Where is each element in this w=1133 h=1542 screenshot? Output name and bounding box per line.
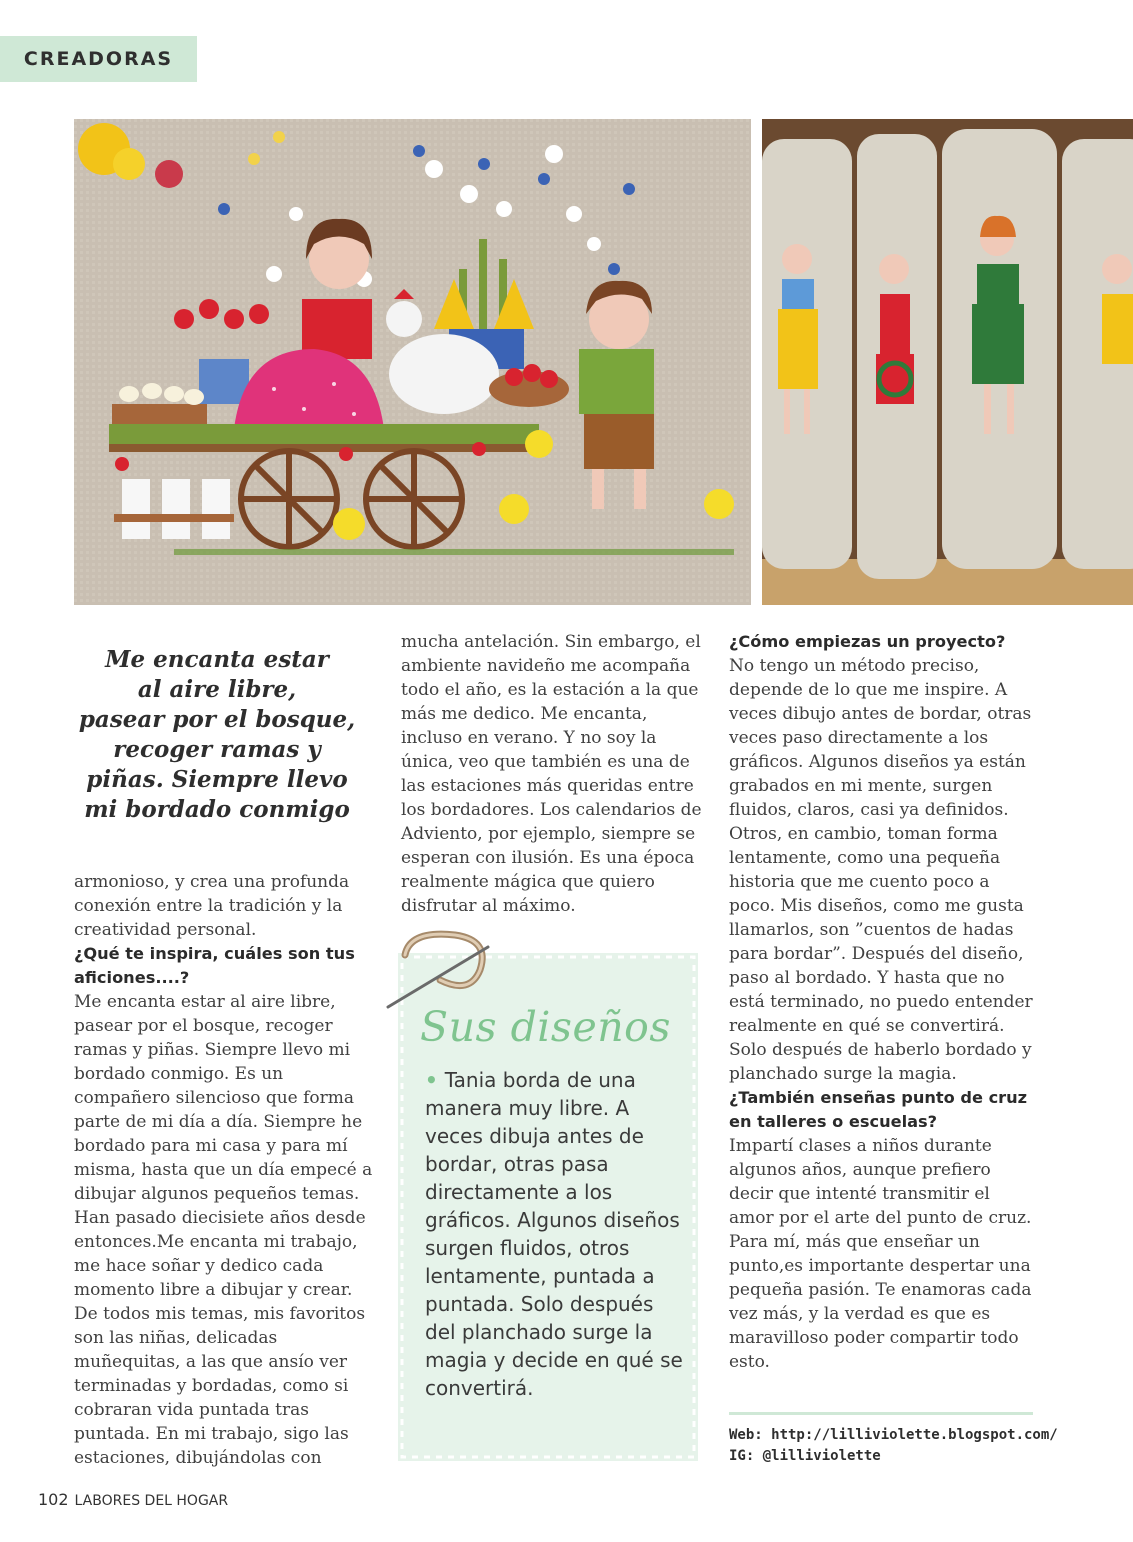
paragraph: mucha antelación. Sin embargo, el ambiente navideño me acompaña todo el año, es la estación a la que más me dedico. Me encanta, incluso en verano. Y no soy la única, veo que también es una de las estaciones más queridas entre los bordadores. Los calendarios de Adviento, por ejemplo, siempre se esperan con ilusión. Es una época realmente mágica que quiero disfrutar al máximo. xyxy=(401,632,702,916)
cross-stitch-cart-illustration xyxy=(74,119,751,605)
article-column-3 xyxy=(729,630,1034,1374)
page-number: 102 xyxy=(38,1490,69,1509)
interview-question: ¿Qué te inspira, cuáles son tus aficiones....? xyxy=(74,944,355,987)
magazine-name: LABORES DEL HOGAR xyxy=(74,1493,229,1509)
main-photo xyxy=(74,119,751,605)
paragraph: No tengo un método preciso, depende de lo que me inspire. A veces dibujo antes de bordar, otras veces paso directamente a los gráficos. Algunos diseños ya están grabados en mi mente, surgen fluidos, claros, casi ya definidos. Otros, en cambio, toman forma lentamente, como una pequeña historia que me cuento poco a poco. Mis diseños, como me gusta llamarlos, son ”cuentos de hadas para bordar”. Después del diseño, paso al bordado. Y hasta que no está terminado, no puedo entender realmente en qué se convertirá. Solo después de haberlo bordado y planchado surge la magia. xyxy=(729,656,1033,1084)
credits-divider xyxy=(729,1412,1033,1415)
section-label: CREADORAS xyxy=(23,48,174,70)
needle-thread-icon xyxy=(380,925,520,1015)
paragraph: Me encanta estar al aire libre, pasear por el bosque, recoger ramas y piñas. Siempre llevo mi bordado conmigo. Es un compañero silencioso que forma parte de mi día a día. Siempre he bordado para mi casa y para mí misma, hasta que un día empecé a dibujar algunos pequeños temas. Han pasado diecisiete años desde entonces.Me encanta mi trabajo, me hace soñar y dedico cada momento libre a dibujar y crear. De todos mis temas, mis favoritos son las niñas, delicadas muñequitas, a las que ansío ver terminadas y bordadas, como si cobraran vida puntada tras puntada. En mi trabajo, sigo las estaciones, dibujándolas con xyxy=(74,992,373,1468)
sidebar-title: Sus diseños xyxy=(420,1003,671,1051)
interview-question: ¿También enseñas punto de cruz en talleres o escuelas? xyxy=(729,1088,1028,1131)
page-folio xyxy=(38,1490,228,1509)
pull-quote-line: Me encanta estar xyxy=(105,646,329,673)
instagram-handle[interactable]: IG: @lilliviolette xyxy=(729,1448,881,1464)
pull-quote xyxy=(74,645,360,825)
paragraph: armonioso, y crea una profunda conexión entre la tradición y la creatividad personal. xyxy=(74,872,350,940)
article-column-2 xyxy=(401,630,703,918)
article-column-1 xyxy=(74,870,380,1470)
pull-quote-line: pasear por el bosque, xyxy=(78,706,356,733)
side-photo xyxy=(762,119,1133,605)
sidebar-text xyxy=(425,1066,690,1402)
section-tab xyxy=(0,36,197,82)
web-link[interactable]: Web: http://lilliviolette.blogspot.com/ xyxy=(729,1427,1058,1443)
pull-quote-line: mi bordado conmigo xyxy=(84,796,350,823)
pull-quote-line: al aire libre, xyxy=(137,676,297,703)
pull-quote-line: recoger ramas y xyxy=(113,736,321,763)
interview-question: ¿Cómo empiezas un proyecto? xyxy=(729,632,1006,651)
embroidered-rolls-illustration xyxy=(762,119,1133,605)
sidebar-paragraph: Tania borda de una manera muy libre. A veces dibuja antes de bordar, otras pasa directamente a los gráficos. Algunos diseños surgen fluidos, otros lentamente, puntada a puntada. Solo después del planchado surge la magia y decide en qué se convertirá. xyxy=(425,1068,683,1400)
pull-quote-line: piñas. Siempre llevo xyxy=(86,766,348,793)
credits xyxy=(729,1425,1058,1467)
bullet-icon: • xyxy=(425,1068,445,1092)
paragraph: Impartí clases a niños durante algunos años, aunque prefiero decir que intenté transmitir el amor por el arte del punto de cruz. Para mí, más que enseñar un punto,es importante despertar una pequeña pasión. Te enamoras cada vez más, y la verdad es que es maravilloso poder compartir todo esto. xyxy=(729,1136,1032,1372)
